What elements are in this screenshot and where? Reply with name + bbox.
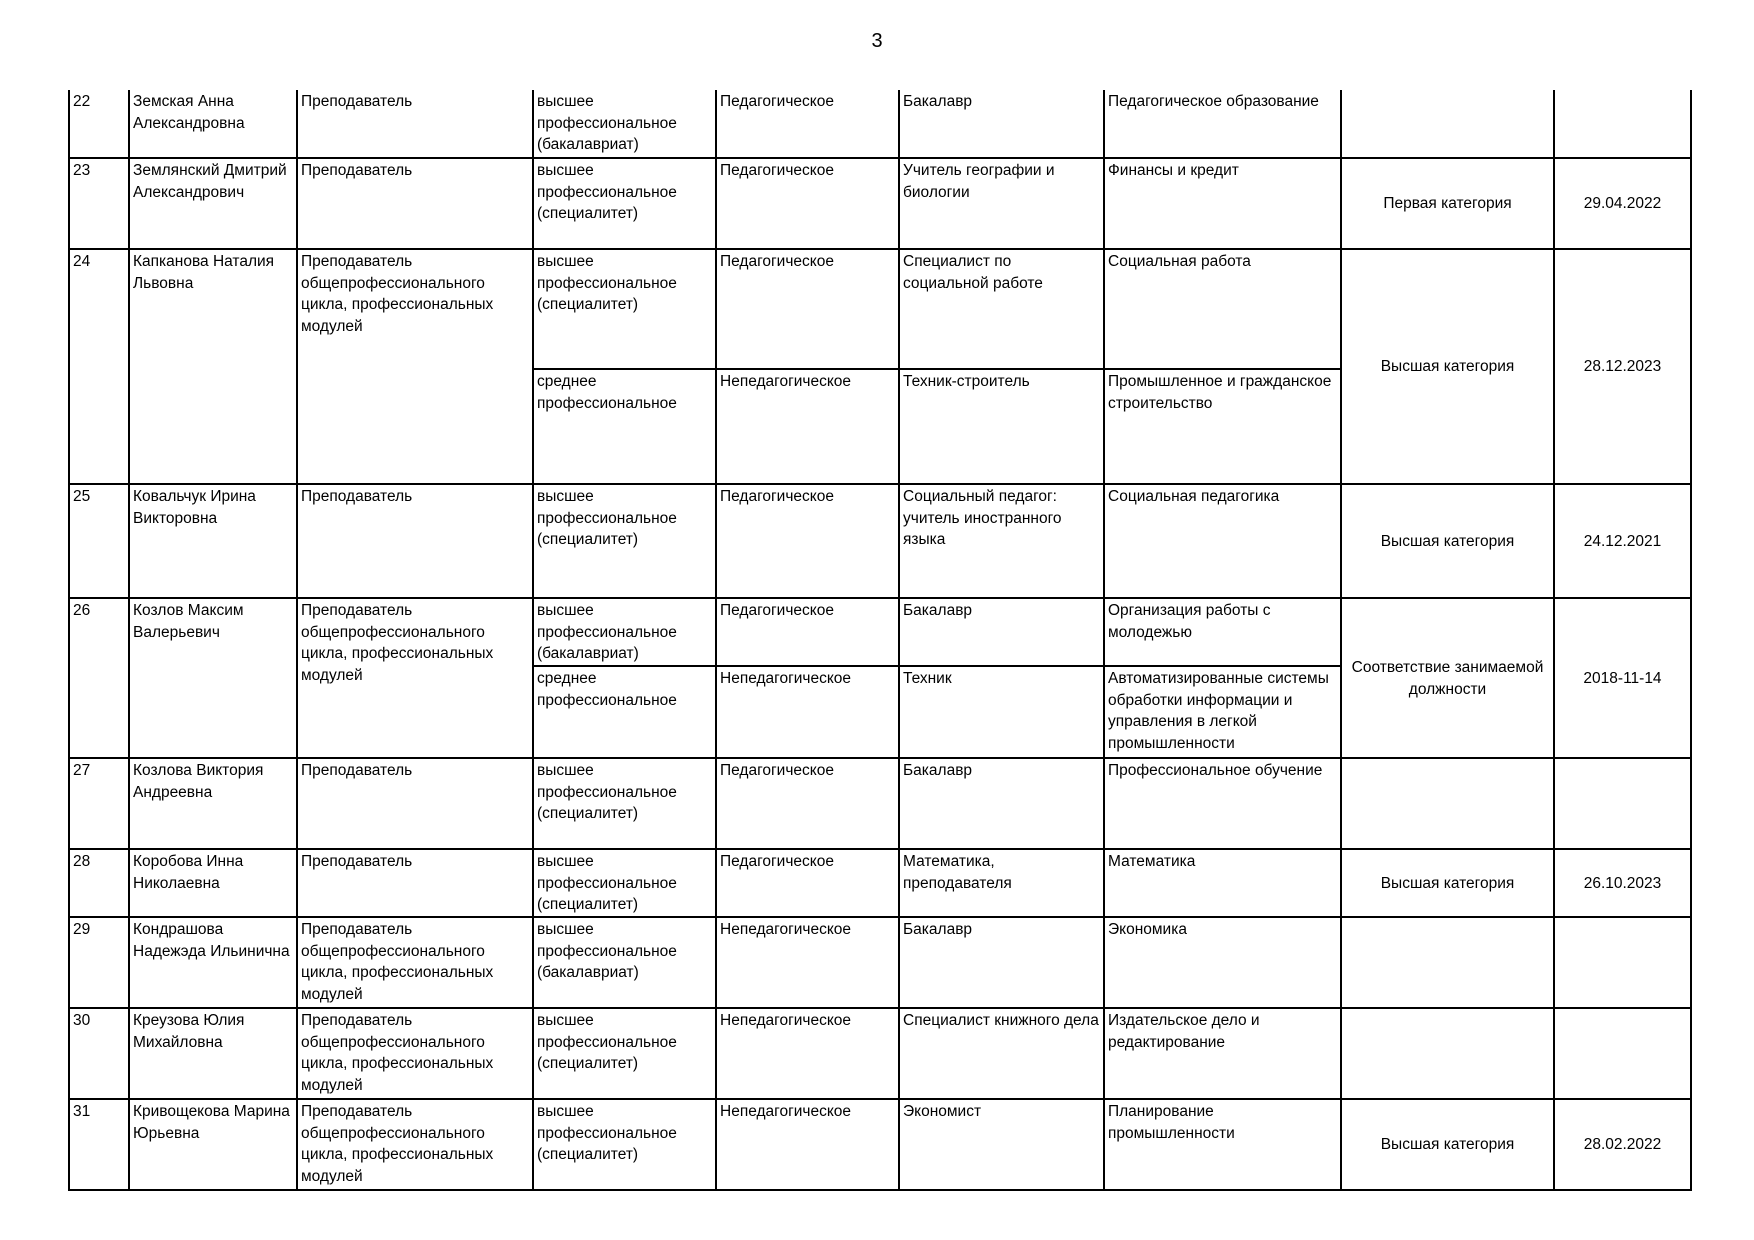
qualification-cell: Экономист bbox=[899, 1099, 1104, 1190]
education-type-cell: Педагогическое bbox=[716, 249, 899, 369]
qualification-cell: Бакалавр bbox=[899, 917, 1104, 1008]
page-number: 3 bbox=[871, 30, 883, 52]
education-level-cell: высшее профессиональное (специалитет) bbox=[533, 758, 716, 849]
category-cell: Высшая категория bbox=[1341, 1099, 1554, 1190]
full-name-cell: Землянский Дмитрий Александрович bbox=[129, 158, 297, 249]
table-row bbox=[69, 90, 1691, 158]
specialty-cell: Педагогическое образование bbox=[1104, 90, 1341, 158]
table-row bbox=[69, 158, 1691, 249]
category-cell bbox=[1341, 758, 1554, 849]
specialty-cell: Социальная педагогика bbox=[1104, 484, 1341, 598]
category-date-cell: 28.12.2023 bbox=[1554, 249, 1691, 484]
full-name-cell: Земская Анна Александровна bbox=[129, 90, 297, 158]
table-row bbox=[69, 849, 1691, 917]
position-cell: Преподаватель bbox=[297, 484, 533, 598]
education-level-cell: высшее профессиональное (специалитет) bbox=[533, 1099, 716, 1190]
specialty-cell: Издательское дело и редактирование bbox=[1104, 1008, 1341, 1099]
qualification-cell: Бакалавр bbox=[899, 90, 1104, 158]
position-cell: Преподаватель bbox=[297, 158, 533, 249]
education-type-cell: Педагогическое bbox=[716, 484, 899, 598]
table-row bbox=[69, 1099, 1691, 1190]
row-number-cell: 29 bbox=[69, 917, 129, 1008]
category-cell bbox=[1341, 917, 1554, 1008]
category-cell bbox=[1341, 90, 1554, 158]
position-cell: Преподаватель bbox=[297, 849, 533, 917]
row-number-cell: 31 bbox=[69, 1099, 129, 1190]
position-cell: Преподаватель общепрофессионального цикла, профессиональных модулей bbox=[297, 1099, 533, 1190]
education-level-cell: высшее профессиональное (специалитет) bbox=[533, 484, 716, 598]
full-name-cell: Козлова Виктория Андреевна bbox=[129, 758, 297, 849]
category-cell bbox=[1341, 1008, 1554, 1099]
category-date-cell: 26.10.2023 bbox=[1554, 849, 1691, 917]
category-date-cell bbox=[1554, 917, 1691, 1008]
education-type-cell: Непедагогическое bbox=[716, 1008, 899, 1099]
education-type-cell: Непедагогическое bbox=[716, 666, 899, 758]
position-cell: Преподаватель общепрофессионального цикла, профессиональных модулей bbox=[297, 598, 533, 758]
qualification-cell: Социальный педагог: учитель иностранного языка bbox=[899, 484, 1104, 598]
table-row bbox=[69, 1008, 1691, 1099]
education-type-cell: Педагогическое bbox=[716, 758, 899, 849]
row-number-cell: 23 bbox=[69, 158, 129, 249]
position-cell: Преподаватель общепрофессионального цикла, профессиональных модулей bbox=[297, 1008, 533, 1099]
row-number-cell: 28 bbox=[69, 849, 129, 917]
education-level-cell: высшее профессиональное (специалитет) bbox=[533, 158, 716, 249]
category-date-cell bbox=[1554, 90, 1691, 158]
qualification-cell: Специалист по социальной работе bbox=[899, 249, 1104, 369]
category-date-cell: 2018-11-14 bbox=[1554, 598, 1691, 758]
education-type-cell: Непедагогическое bbox=[716, 917, 899, 1008]
full-name-cell: Коробова Инна Николаевна bbox=[129, 849, 297, 917]
category-date-cell: 29.04.2022 bbox=[1554, 158, 1691, 249]
table-row bbox=[69, 758, 1691, 849]
full-name-cell: Ковальчук Ирина Викторовна bbox=[129, 484, 297, 598]
education-type-cell: Педагогическое bbox=[716, 849, 899, 917]
education-level-cell: высшее профессиональное (специалитет) bbox=[533, 1008, 716, 1099]
category-cell: Высшая категория bbox=[1341, 249, 1554, 484]
row-number-cell: 27 bbox=[69, 758, 129, 849]
category-cell: Соответствие занимаемой должности bbox=[1341, 598, 1554, 758]
staff-table-body bbox=[69, 90, 1691, 1190]
full-name-cell: Капканова Наталия Львовна bbox=[129, 249, 297, 484]
education-level-cell: высшее профессиональное (специалитет) bbox=[533, 849, 716, 917]
table-row bbox=[69, 917, 1691, 1008]
full-name-cell: Кондрашова Надежэда Ильинична bbox=[129, 917, 297, 1008]
position-cell: Преподаватель bbox=[297, 90, 533, 158]
category-date-cell: 28.02.2022 bbox=[1554, 1099, 1691, 1190]
specialty-cell: Финансы и кредит bbox=[1104, 158, 1341, 249]
education-level-cell: высшее профессиональное (специалитет) bbox=[533, 249, 716, 369]
row-number-cell: 22 bbox=[69, 90, 129, 158]
education-level-cell: высшее профессиональное (бакалавриат) bbox=[533, 598, 716, 666]
table-row bbox=[69, 249, 1691, 369]
education-level-cell: высшее профессиональное (бакалавриат) bbox=[533, 917, 716, 1008]
position-cell: Преподаватель общепрофессионального цикла, профессиональных модулей bbox=[297, 917, 533, 1008]
row-number-cell: 30 bbox=[69, 1008, 129, 1099]
full-name-cell: Кривощекова Марина Юрьевна bbox=[129, 1099, 297, 1190]
row-number-cell: 24 bbox=[69, 249, 129, 484]
specialty-cell: Экономика bbox=[1104, 917, 1341, 1008]
education-level-cell: среднее профессиональное bbox=[533, 666, 716, 758]
education-type-cell: Педагогическое bbox=[716, 598, 899, 666]
qualification-cell: Специалист книжного дела bbox=[899, 1008, 1104, 1099]
category-date-cell: 24.12.2021 bbox=[1554, 484, 1691, 598]
row-number-cell: 25 bbox=[69, 484, 129, 598]
qualification-cell: Техник-строитель bbox=[899, 369, 1104, 484]
staff-table bbox=[68, 90, 1692, 1191]
qualification-cell: Математика, преподавателя bbox=[899, 849, 1104, 917]
row-number-cell: 26 bbox=[69, 598, 129, 758]
category-cell: Первая категория bbox=[1341, 158, 1554, 249]
specialty-cell: Автоматизированные системы обработки информации и управления в легкой промышленности bbox=[1104, 666, 1341, 758]
education-type-cell: Педагогическое bbox=[716, 90, 899, 158]
category-date-cell bbox=[1554, 1008, 1691, 1099]
specialty-cell: Математика bbox=[1104, 849, 1341, 917]
specialty-cell: Профессиональное обучение bbox=[1104, 758, 1341, 849]
position-cell: Преподаватель общепрофессионального цикла, профессиональных модулей bbox=[297, 249, 533, 484]
position-cell: Преподаватель bbox=[297, 758, 533, 849]
education-type-cell: Непедагогическое bbox=[716, 369, 899, 484]
specialty-cell: Планирование промышленности bbox=[1104, 1099, 1341, 1190]
qualification-cell: Учитель географии и биологии bbox=[899, 158, 1104, 249]
full-name-cell: Креузова Юлия Михайловна bbox=[129, 1008, 297, 1099]
table-row bbox=[69, 484, 1691, 598]
education-level-cell: среднее профессиональное bbox=[533, 369, 716, 484]
qualification-cell: Бакалавр bbox=[899, 758, 1104, 849]
specialty-cell: Промышленное и гражданское строительство bbox=[1104, 369, 1341, 484]
full-name-cell: Козлов Максим Валерьевич bbox=[129, 598, 297, 758]
education-type-cell: Непедагогическое bbox=[716, 1099, 899, 1190]
education-type-cell: Педагогическое bbox=[716, 158, 899, 249]
category-cell: Высшая категория bbox=[1341, 484, 1554, 598]
education-level-cell: высшее профессиональное (бакалавриат) bbox=[533, 90, 716, 158]
category-cell: Высшая категория bbox=[1341, 849, 1554, 917]
specialty-cell: Организация работы с молодежью bbox=[1104, 598, 1341, 666]
qualification-cell: Техник bbox=[899, 666, 1104, 758]
specialty-cell: Социальная работа bbox=[1104, 249, 1341, 369]
category-date-cell bbox=[1554, 758, 1691, 849]
table-row bbox=[69, 598, 1691, 666]
qualification-cell: Бакалавр bbox=[899, 598, 1104, 666]
